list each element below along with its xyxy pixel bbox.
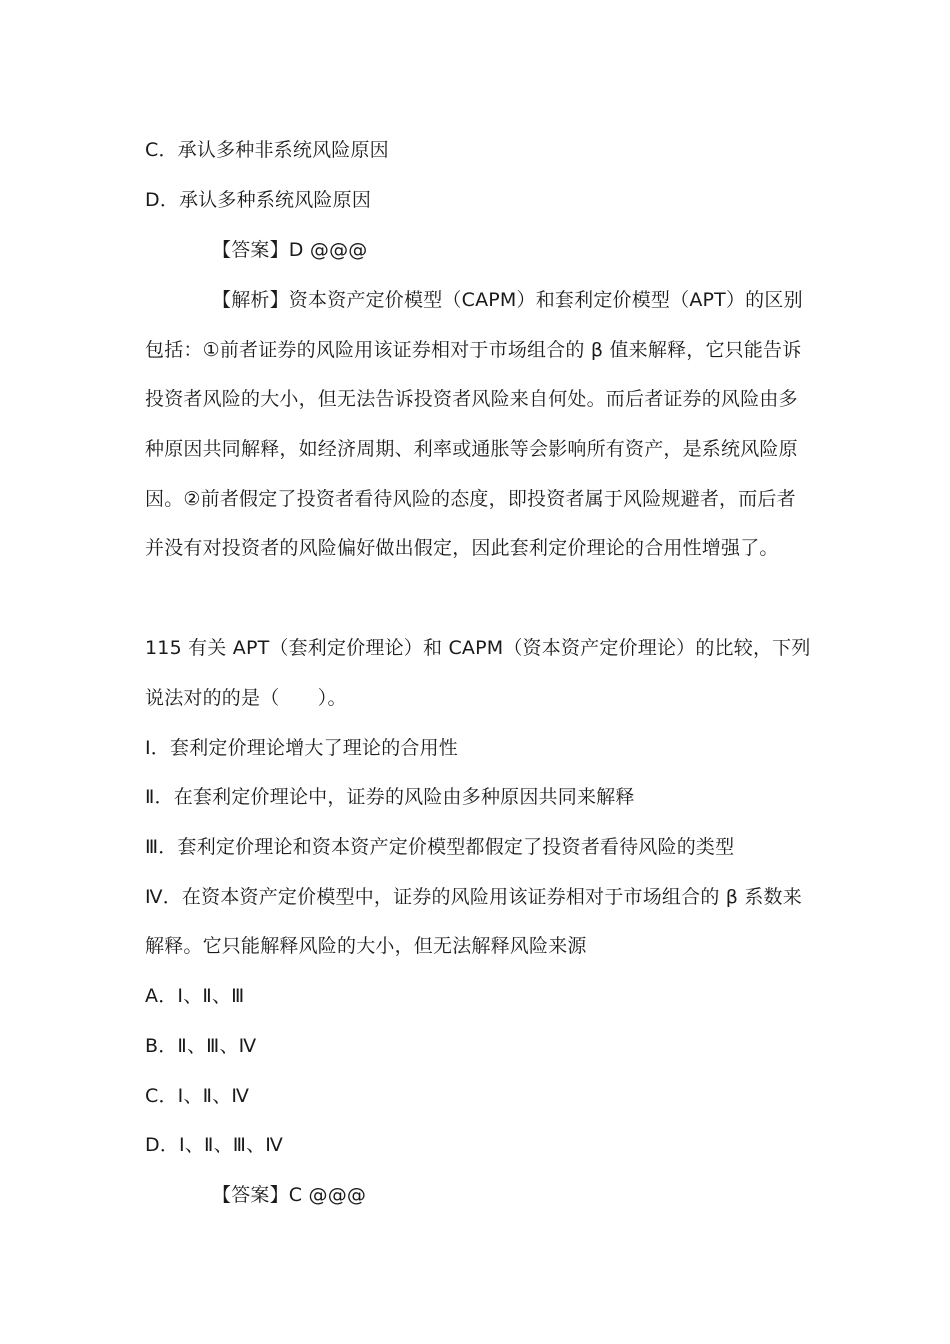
analysis-line: 因。②前者假定了投资者看待风险的态度，即投资者属于风险规避者，而后者 — [145, 488, 796, 510]
analysis-line: 并没有对投资者的风险偏好做出假定，因此套利定价理论的合用性增强了。 — [145, 537, 779, 559]
option-d-q114: D．承认多种系统风险原因 — [145, 189, 372, 211]
answer-q115: 【答案】C @@@ — [212, 1184, 367, 1206]
question-stem-q115: 115 有关 APT（套利定价理论）和 CAPM（资本资产定价理论）的比较，下列 — [145, 637, 811, 659]
analysis-line: 【解析】资本资产定价模型（CAPM）和套利定价模型（APT）的区别 — [212, 289, 803, 311]
option-d-q115: D．Ⅰ、Ⅱ、Ⅲ、Ⅳ — [145, 1134, 284, 1156]
statement-item: Ⅲ．套利定价理论和资本资产定价模型都假定了投资者看待风险的类型 — [145, 836, 735, 858]
question-stem-q115: 说法对的的是（ ）。 — [145, 687, 347, 709]
option-b-q115: B．Ⅱ、Ⅲ、Ⅳ — [145, 1035, 257, 1057]
statement-item: Ⅳ．在资本资产定价模型中，证券的风险用该证券相对于市场组合的 β 系数来 — [145, 886, 802, 908]
analysis-line: 包括：①前者证券的风险用该证券相对于市场组合的 β 值来解释，它只能告诉 — [145, 339, 802, 361]
statement-item: Ⅰ．套利定价理论增大了理论的合用性 — [145, 737, 459, 759]
analysis-line: 种原因共同解释，如经济周期、利率或通胀等会影响所有资产，是系统风险原 — [145, 438, 798, 460]
option-c-q114: C．承认多种非系统风险原因 — [145, 139, 389, 161]
answer-q114: 【答案】D @@@ — [212, 239, 368, 261]
analysis-line: 投资者风险的大小，但无法告诉投资者风险来自何处。而后者证券的风险由多 — [145, 388, 798, 410]
option-c-q115: C．Ⅰ、Ⅱ、Ⅳ — [145, 1085, 250, 1107]
option-a-q115: A．Ⅰ、Ⅱ、Ⅲ — [145, 985, 245, 1007]
statement-item: Ⅱ．在套利定价理论中，证券的风险由多种原因共同来解释 — [145, 786, 635, 808]
statement-item: 解释。它只能解释风险的大小，但无法解释风险来源 — [145, 935, 587, 957]
